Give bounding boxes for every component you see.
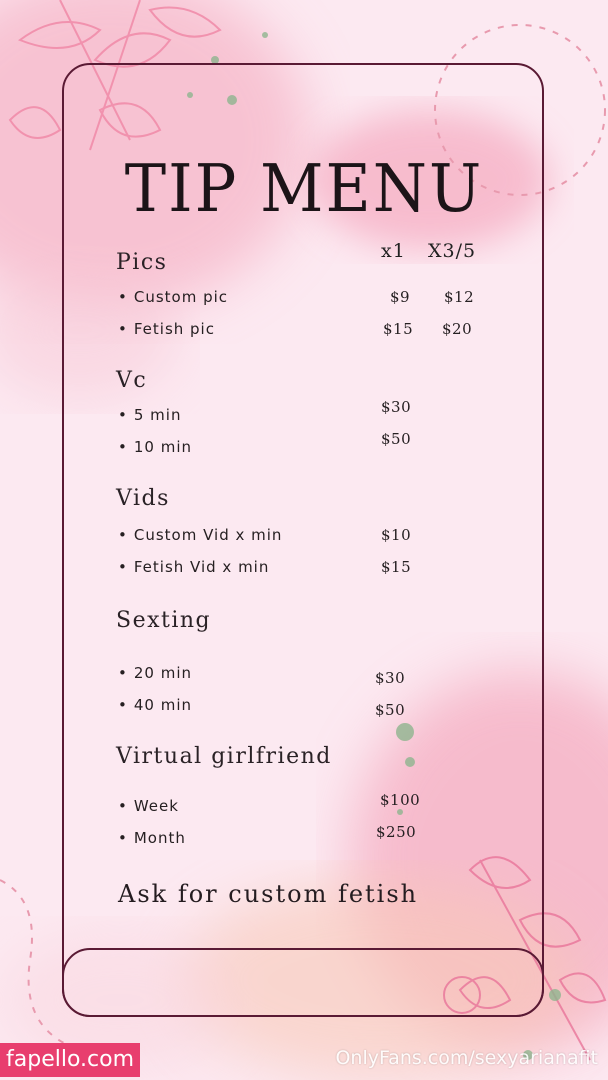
price-multi: $20 — [442, 320, 473, 338]
item-label: 5 min — [133, 406, 182, 424]
section-title-virtual-girlfriend: Virtual girlfriend — [116, 744, 332, 769]
item-label: 20 min — [133, 664, 193, 682]
price-multi: $12 — [444, 288, 475, 306]
list-item: • Month — [118, 829, 186, 847]
item-label: Fetish pic — [133, 320, 215, 338]
price-x1: $250 — [376, 823, 417, 841]
section-title-pics: Pics — [116, 250, 168, 275]
price-x1: $50 — [375, 701, 406, 719]
section-title-vids: Vids — [116, 486, 170, 511]
price-x1: $15 — [381, 558, 412, 576]
list-item: • Fetish Vid x min — [118, 558, 270, 576]
column-header-x1: x1 — [381, 240, 406, 262]
custom-fetish-note: Ask for custom fetish — [118, 880, 419, 908]
price-x1: $100 — [380, 791, 421, 809]
list-item: • Fetish pic — [118, 320, 215, 338]
column-header-x3-5: X3/5 — [428, 240, 477, 262]
price-x1: $10 — [381, 526, 412, 544]
list-item: • 40 min — [118, 696, 193, 714]
list-item: • 5 min — [118, 406, 182, 424]
section-title-vc: Vc — [116, 368, 148, 393]
item-label: Week — [133, 797, 179, 815]
item-label: 10 min — [133, 438, 193, 456]
list-item: • 10 min — [118, 438, 193, 456]
site-badge: fapello.com — [0, 1043, 140, 1077]
item-label: Fetish Vid x min — [133, 558, 270, 576]
list-item: • Week — [118, 797, 179, 815]
item-label: 40 min — [133, 696, 193, 714]
price-x1: $15 — [383, 320, 414, 338]
list-item: • 20 min — [118, 664, 193, 682]
menu-frame-footer — [62, 948, 544, 1017]
price-x1: $30 — [375, 669, 406, 687]
price-x1: $30 — [381, 398, 412, 416]
price-x1: $50 — [381, 430, 412, 448]
section-title-sexting: Sexting — [116, 608, 212, 633]
watermark-text: OnlyFans.com/sexyarianafit — [335, 1047, 598, 1069]
item-label: Custom Vid x min — [133, 526, 283, 544]
page-title: TIP MENU — [124, 150, 484, 227]
item-label: Custom pic — [133, 288, 229, 306]
list-item: • Custom Vid x min — [118, 526, 283, 544]
price-x1: $9 — [390, 288, 411, 306]
list-item: • Custom pic — [118, 288, 229, 306]
item-label: Month — [133, 829, 186, 847]
